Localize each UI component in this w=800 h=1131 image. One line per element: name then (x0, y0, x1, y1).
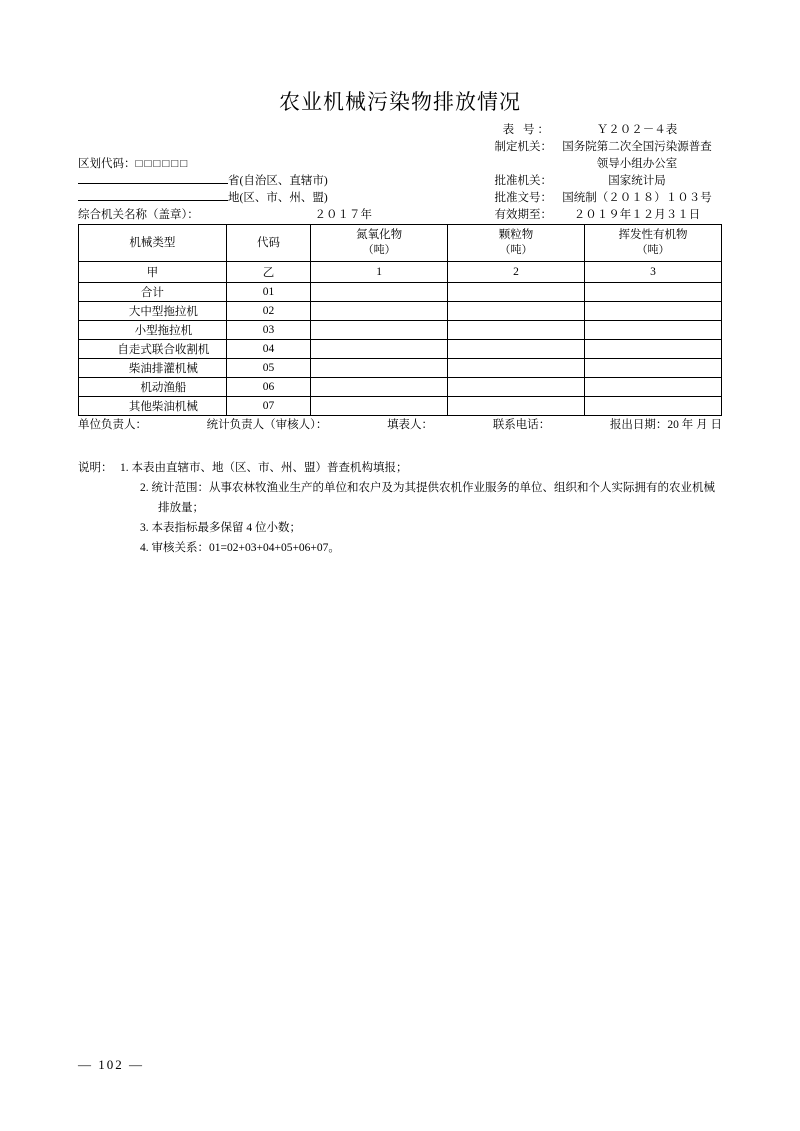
valid-until (495, 207, 723, 224)
region-code-label: 区划代码： (78, 158, 136, 170)
filler-field[interactable]: 填表人： (387, 419, 434, 431)
emissions-table (78, 224, 722, 416)
table-header-row (79, 225, 722, 262)
approval-no (495, 190, 723, 207)
note-line (78, 498, 722, 518)
col-code-label: 代码 (256, 236, 280, 249)
stat-head-field[interactable]: 统计负责人（审核人）： (206, 419, 328, 431)
province-label: 省(自治区、直辖市) (228, 175, 328, 187)
col-machine-type-label: 机械类型 (129, 236, 176, 249)
province-input[interactable] (78, 170, 228, 184)
agency-label: 综合机关名称（盖章）： (78, 209, 199, 221)
cell-nox[interactable] (311, 283, 448, 302)
row-name: 小型拖拉机 (79, 321, 227, 340)
code-row-1: 1 (311, 262, 448, 283)
table-code-row (79, 262, 722, 283)
col-pm (448, 225, 585, 262)
notes-label: 说明： (78, 462, 113, 474)
row-name: 其他柴油机械 (79, 397, 227, 416)
cell-voc[interactable] (585, 378, 722, 397)
row-code: 01 (226, 283, 310, 302)
note-line (78, 518, 722, 538)
meta-row-agency (78, 207, 722, 224)
maker (495, 139, 723, 156)
maker-value: 国务院第二次全国污染源普查 (562, 141, 712, 153)
meta-row-form-no (78, 122, 722, 139)
prefecture-label: 地(区、市、州、盟) (228, 192, 328, 204)
approver-value: 国家统计局 (608, 175, 666, 187)
col-code (226, 225, 310, 262)
table-body (79, 283, 722, 416)
approver (495, 173, 723, 190)
note-item: 1. 本表由直辖市、地（区、市、州、盟）普查机构填报； (120, 462, 408, 474)
cell-pm[interactable] (448, 340, 585, 359)
code-row-jia: 甲 (79, 262, 227, 283)
page-title: 农业机械污染物排放情况 (279, 90, 521, 114)
row-code: 07 (226, 397, 310, 416)
cell-pm[interactable] (448, 378, 585, 397)
cell-pm[interactable] (448, 302, 585, 321)
note-item: 2. 统计范围：从事农林牧渔业生产的单位和农户及为其提供农机作业服务的单位、组织和个人实际拥有的农业机械 (140, 482, 715, 494)
table-row (79, 378, 722, 397)
approver-label: 批准机关： (494, 175, 552, 187)
cell-voc[interactable] (585, 302, 722, 321)
cell-voc[interactable] (585, 340, 722, 359)
row-name: 机动渔船 (79, 378, 227, 397)
form-no (503, 122, 722, 139)
table-row (79, 283, 722, 302)
code-row-yi: 乙 (226, 262, 310, 283)
form-no-value: Ｙ２０２－４表 (596, 124, 678, 136)
cell-nox[interactable] (311, 321, 448, 340)
header-meta (78, 122, 722, 224)
note-item: 排放量； (158, 502, 204, 514)
valid-label: 有效期至： (494, 209, 552, 221)
cell-voc[interactable] (585, 321, 722, 340)
row-code: 04 (226, 340, 310, 359)
region-code-boxes[interactable]: □□□□□□ (135, 158, 190, 170)
page-number: — 102 — (78, 1057, 144, 1072)
col-voc-label: 挥发性有机物 (618, 229, 688, 241)
note-line (78, 538, 722, 558)
col-pm-label: 颗粒物 (498, 229, 534, 241)
row-code: 06 (226, 378, 310, 397)
row-name: 自走式联合收割机 (79, 340, 227, 359)
notes-block (78, 458, 722, 558)
agency-field (78, 207, 372, 224)
cell-voc[interactable] (585, 359, 722, 378)
cell-voc[interactable] (585, 283, 722, 302)
valid-value: ２０１９年１２月３１日 (573, 209, 701, 221)
signature-row (78, 411, 722, 432)
maker-value2: 领导小组办公室 (596, 158, 678, 170)
row-code: 05 (226, 359, 310, 378)
report-date-field[interactable]: 报出日期：20 年 月 日 (609, 419, 722, 431)
maker-value2-wrap (552, 156, 722, 173)
meta-row-maker (78, 139, 722, 156)
approval-no-value: 国统制（２０１８）１０３号 (562, 192, 712, 204)
maker-label: 制定机关： (494, 141, 552, 153)
row-code: 02 (226, 302, 310, 321)
cell-nox[interactable] (311, 302, 448, 321)
table-row (79, 302, 722, 321)
cell-nox[interactable] (311, 340, 448, 359)
note-item: 3. 本表指标最多保留 4 位小数； (140, 522, 301, 534)
meta-row-prefecture (78, 190, 722, 207)
meta-left-blank2 (78, 139, 81, 156)
cell-pm[interactable] (448, 321, 585, 340)
table-row (79, 340, 722, 359)
approval-no-label: 批准文号： (494, 192, 552, 204)
meta-left-blank (78, 122, 81, 139)
col-voc-unit: （吨） (636, 244, 670, 256)
phone-field[interactable]: 联系电话： (492, 419, 551, 431)
cell-pm[interactable] (448, 359, 585, 378)
cell-pm[interactable] (448, 283, 585, 302)
unit-head-field[interactable]: 单位负责人： (78, 419, 147, 431)
note-line (78, 458, 722, 478)
col-machine-type (79, 225, 227, 262)
year-value: ２０１７年 (314, 209, 372, 221)
code-row-3: 3 (585, 262, 722, 283)
table-row (79, 359, 722, 378)
note-item: 4. 审核关系：01=02+03+04+05+06+07。 (140, 542, 340, 554)
prefecture-field (78, 187, 328, 207)
col-nox-label: 氮氧化物 (356, 229, 403, 241)
col-pm-unit: （吨） (499, 244, 533, 256)
prefecture-input[interactable] (78, 187, 228, 201)
form-no-label: 表 号： (502, 124, 552, 136)
row-code: 03 (226, 321, 310, 340)
row-name: 大中型拖拉机 (79, 302, 227, 321)
note-line (78, 478, 722, 498)
col-nox-unit: （吨） (362, 244, 396, 256)
row-name: 柴油排灌机械 (79, 359, 227, 378)
code-row-2: 2 (448, 262, 585, 283)
table-row (79, 321, 722, 340)
row-name: 合计 (79, 283, 227, 302)
col-voc (585, 225, 722, 262)
cell-nox[interactable] (311, 378, 448, 397)
cell-nox[interactable] (311, 359, 448, 378)
col-nox (311, 225, 448, 262)
